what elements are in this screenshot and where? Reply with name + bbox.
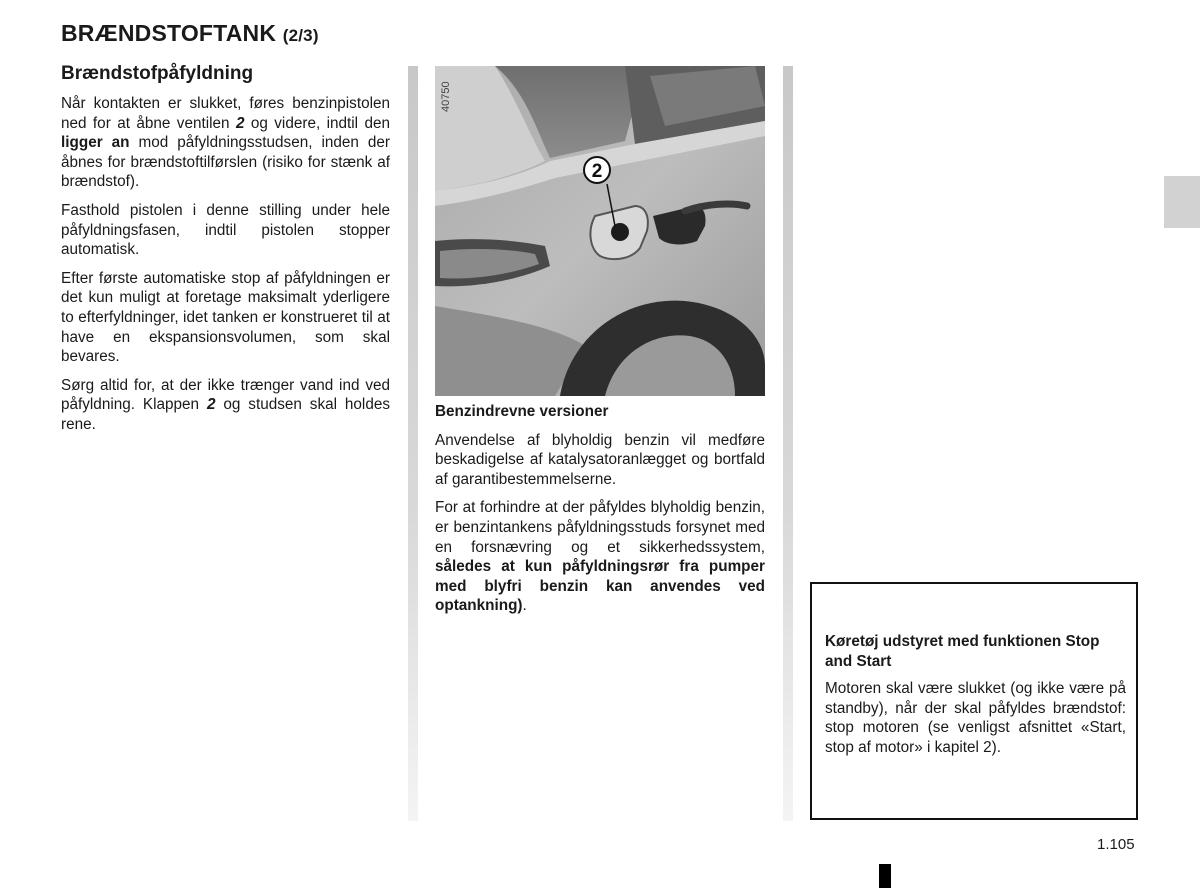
reference-number: 2 [206,396,216,414]
fuel-flap-illustration [435,66,765,396]
column-divider [408,66,418,821]
text-span: Sørg altid for, at der ikke trænger vand ind ved påfyldning. Klappen [61,376,390,414]
paragraph-keep-clean [61,376,390,435]
info-box-content [825,632,1126,767]
page-title-part: (2/3) [282,26,319,45]
page-edge-marker [879,864,891,888]
text-span: . [522,597,527,615]
text-span: og videre, indtil den [244,114,390,132]
text-span: For at forhindre at der påfyldes blyholdig benzin, er benzintankens påfyldningsstuds forsynet med en forsnævring og et sikkerhedssystem, [435,499,765,556]
page-number: 1.105 [1097,836,1135,853]
column-divider [783,66,793,821]
info-box [810,582,1138,820]
emphasis-text: således at kun påfyldningsrør fra pumper med blyfri benzin kan anvendes ved optankning) [435,558,765,615]
middle-column [435,402,765,625]
paragraph-leaded-fuel-warning: Anvendelse af blyholdig benzin vil medføre beskadigelse af katalysatoranlægget og bortfald af garantibestemmelserne. [435,431,765,488]
text-span: mod påfyldningsstudsen, inden der åbnes for brændstoftilførslen (risiko for stænk af brændstof). [61,134,390,191]
page-title-text: BRÆNDSTOFTANK [61,20,277,46]
text-span: Når kontakten er slukket, føres benzinpistolen ned for at åbne ventilen [61,95,390,132]
left-column [61,62,390,444]
emphasis-text: ligger an [61,134,130,152]
section-heading: Brændstofpåfyldning [61,63,254,84]
figure-code: 40750 [440,81,452,112]
reference-number: 2 [235,114,245,132]
car-rear-drawing [435,66,765,396]
callout-label: 2 [591,161,603,182]
paragraph-refuel-instructions [61,94,390,192]
info-box-body: Motoren skal være slukket (og ikke være på standby), når der skal påfyldes brændstof: stop motoren (se venligst afsnittet «Start, stop af motor» i kapitel 2). [825,680,1126,756]
section-tab [1164,176,1200,228]
page-title [61,20,319,47]
paragraph-top-up-limit: Efter første automatiske stop af påfyldningen er det kun muligt at foretage maksimalt yderligere to efterfyldninger, idet tanken er konstrueret til at have en ekspansionsvolumen, som skal bevares. [61,269,390,366]
paragraph-filler-restriction [435,498,765,616]
info-box-heading: Køretøj udstyret med funktionen Stop and Start [825,633,1100,670]
subheading: Benzindrevne versioner [435,403,609,420]
text-span: og studsen skal holdes rene. [61,396,390,433]
paragraph-hold-nozzle: Fasthold pistolen i denne stilling under hele påfyldningsfasen, indtil pistolen stopper automatisk. [61,201,390,259]
